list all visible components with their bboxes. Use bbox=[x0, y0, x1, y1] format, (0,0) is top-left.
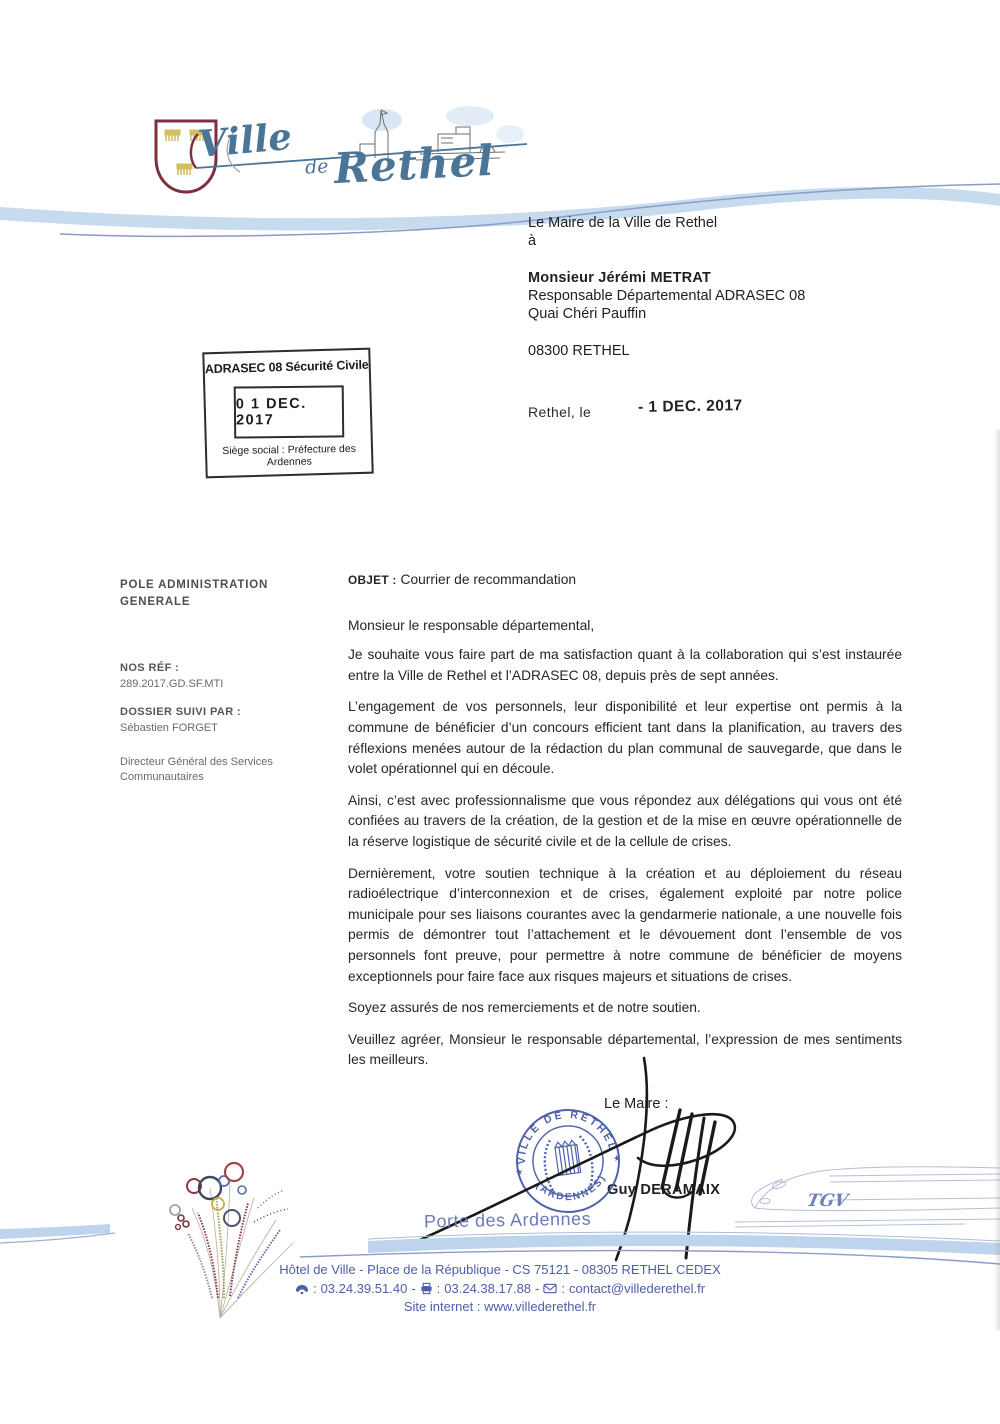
footer-email: contact@villederethel.fr bbox=[569, 1280, 706, 1296]
logo-text-ville: Ville bbox=[196, 113, 294, 167]
recipient-street: Quai Chéri Pauffin bbox=[528, 306, 647, 322]
sep-dash: - bbox=[411, 1280, 416, 1296]
paragraph-1: Je souhaite vous faire part de ma satisfaction quant à la collaboration qui s’est instaurée entre la Ville de Rethel et l’ADRASEC 08, depuis près de sept années. bbox=[348, 647, 902, 683]
porte-des-ardennes-tagline: Porte des Ardennes bbox=[423, 1208, 592, 1232]
sidebar-service: POLE ADMINISTRATION GENERALE bbox=[120, 579, 269, 608]
sep-dash: - bbox=[535, 1280, 540, 1296]
recipient-block bbox=[528, 214, 805, 360]
seal-top-text: VILLE DE RETHEL bbox=[515, 1108, 619, 1165]
dateline-stamp: - 1 DEC. 2017 bbox=[637, 397, 743, 416]
sidebar-function: Directeur Général des Services Communautaires bbox=[120, 756, 273, 783]
footer-fax: 03.24.38.17.88 bbox=[444, 1280, 532, 1296]
paragraph-2: L’engagement de vos personnels, leur disponibilité et leur expertise ont permis à la commune de bénéficier d’un concours efficient tant dans la planification, au travers des réflexions menées autour de la rédaction du plan communal de sauvegarde, que dans le volet opérationnel qui en découle. bbox=[348, 699, 902, 777]
seal-star-right: ★ bbox=[612, 1152, 622, 1164]
tgv-logo-text: TGV bbox=[805, 1191, 850, 1211]
recipient-title: Responsable Départemental ADRASEC 08 bbox=[528, 288, 806, 304]
signer-name: Guy DERAMAIX bbox=[607, 1182, 721, 1198]
sep-colon: : bbox=[561, 1280, 565, 1296]
objet-value: Courrier de recommandation bbox=[400, 572, 577, 587]
salutation: Monsieur le responsable départemental, bbox=[348, 617, 595, 633]
recipient-name: Monsieur Jérémi METRAT bbox=[528, 270, 711, 286]
seal-bottom-text: (ARDENNES) bbox=[533, 1172, 609, 1204]
header-wave bbox=[0, 183, 1000, 245]
sidebar-ref-label: NOS RÉF : bbox=[120, 662, 180, 674]
paragraph-5: Soyez assurés de nos remerciements et de notre soutien. bbox=[348, 1000, 701, 1016]
paragraph-4: Dernièrement, votre soutien technique à la création et au déploiement du réseau radioélectrique d’interconnexion et de crises, également exploité par notre police municipale pour ses liaisons courantes avec la gendarmerie nationale, a une nouvelle fois permis de démontrer tout l’attachement et le dévouement dont l’ensemble de vos personnels font preuve, pour permettre à notre commune de bénéficier de moyens exceptionnels pour faire face aux risques majeurs et situations de crises. bbox=[348, 865, 902, 984]
tgv-sketch-icon bbox=[735, 1150, 1000, 1235]
phone-icon bbox=[295, 1282, 309, 1295]
logo-text-de: de bbox=[304, 155, 330, 179]
objet-label: OBJET : bbox=[348, 573, 397, 587]
sep-colon: : bbox=[436, 1280, 441, 1296]
footer-address: Hôtel de Ville - Place de la République - CS 75121 - 08305 RETHEL CEDEX bbox=[279, 1262, 721, 1277]
received-stamp-date: 0 1 DEC. 2017 bbox=[234, 385, 345, 438]
letter-body bbox=[348, 570, 902, 1082]
seal-star-left: ★ bbox=[514, 1166, 524, 1178]
paragraph-3: Ainsi, c’est avec professionnalisme que vous répondez aux délégations qui vous ont été confiées au travers de la création, de la gestion et de la mise en œuvre opérationnelle de la réserve logistique de sécurité civile et de la cellule de crises. bbox=[348, 792, 902, 849]
received-stamp-hq: Siège social : Préfecture des Ardennes bbox=[222, 442, 357, 469]
logo-text-rethel: Rethel bbox=[332, 135, 496, 194]
footer-website-line bbox=[0, 1298, 1000, 1317]
received-stamp bbox=[202, 348, 373, 479]
recipient-city: 08300 RETHEL bbox=[528, 343, 630, 359]
sender-line: Le Maire de la Ville de Rethel bbox=[528, 215, 718, 231]
signer-title: Le Maire : bbox=[604, 1096, 669, 1112]
dateline-label: Rethel, le bbox=[528, 404, 592, 420]
footer-website-label: Site internet : bbox=[403, 1299, 481, 1314]
footer-phone: 03.24.39.51.40 bbox=[320, 1280, 408, 1296]
fax-icon bbox=[420, 1282, 433, 1295]
footer-contact-line bbox=[0, 1280, 1000, 1299]
sidebar-dossier-value: Sébastien FORGET bbox=[120, 722, 218, 734]
footer-block bbox=[0, 1261, 1000, 1317]
sidebar-ref-value: 289.2017.GD.SF.MTI bbox=[120, 678, 224, 690]
paragraph-closing: Veuillez agréer, Monsieur le responsable départemental, l’expression de mes sentiments les meilleurs. bbox=[348, 1031, 902, 1068]
email-icon bbox=[543, 1282, 557, 1295]
objet-line bbox=[348, 570, 902, 591]
sidebar-dossier-label: DOSSIER SUIVI PAR : bbox=[120, 706, 242, 718]
footer-website: www.villederethel.fr bbox=[484, 1299, 597, 1314]
sep-colon: : bbox=[312, 1280, 317, 1296]
scan-edge-shadow bbox=[994, 430, 1000, 1330]
to-word: à bbox=[528, 233, 537, 249]
received-stamp-org: ADRASEC 08 Sécurité Civile bbox=[204, 357, 369, 377]
